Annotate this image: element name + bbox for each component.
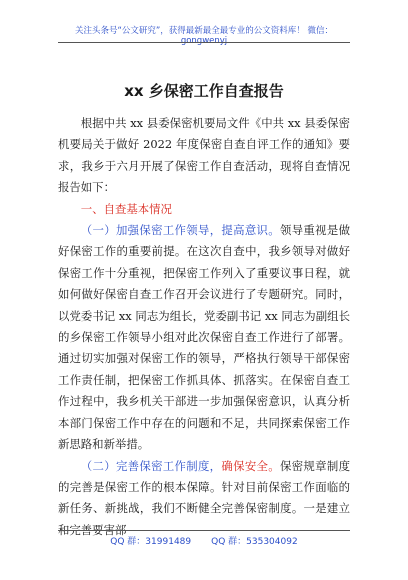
paragraph-1-text: 领导重视是做好保密工作的重要前提。在这次自查中，我乡领导对做好保密工作十分重视，把保密工作列入了重要议事日程，就如何做好保密自查工作召开会议进行了专题研究。同时，以党委书记 xx 同志为组长，党委副书记 xx 同志为副组长的乡保密工作领导小组对此次保密自查工作进行了部署。通过切实加强对保密工作的领导，严格执行领导干部保密工作责任制，把保密工作抓具体、抓落实。在保密自查工作过程中，我乡机关干部进一步加强保密意识，认真分析本部门保密工作中存在的问题和不足，共同探索保密工作新思路和新举措。 [58,223,350,452]
document-title: xx 乡保密工作自查报告 [124,82,284,100]
paragraph-2 [58,456,350,542]
intro-paragraph: 根据中共 xx 县委保密机要局文件《中共 xx 县委保密机要局关于做好 2022 年度保密自查自评工作的通知》要求，我乡于六月开展了保密工作自查活动，现将自查情况报告如下： [58,116,350,195]
paragraph-2-lead-a: （二）完善保密工作制度， [80,458,222,473]
paragraph-1-lead: （一）加强保密工作领导，提高意识。 [80,223,280,238]
page-footer [58,530,350,547]
header-divider [58,42,350,43]
section-heading: 一、自查基本情况 [80,201,172,216]
paragraph-1 [58,220,350,455]
document-body [58,113,350,541]
footer-qq-group-1: QQ 群：31991489 [110,537,192,547]
paragraph-2-lead-b: 确保安全。 [221,458,280,473]
footer-qq-group-2: QQ 群：535304092 [211,537,298,547]
page-header: 关注头条号“公文研究”，获得最新最全最专业的公文资料库！ 微信：gongwenyj [74,26,333,46]
paragraph-2-text: 保密规章制度的完善是保密工作的根本保障。针对目前保密工作面临的新任务、新挑战，我们不断健全完善保密制度。一是建立和完善要害部 [58,458,350,537]
